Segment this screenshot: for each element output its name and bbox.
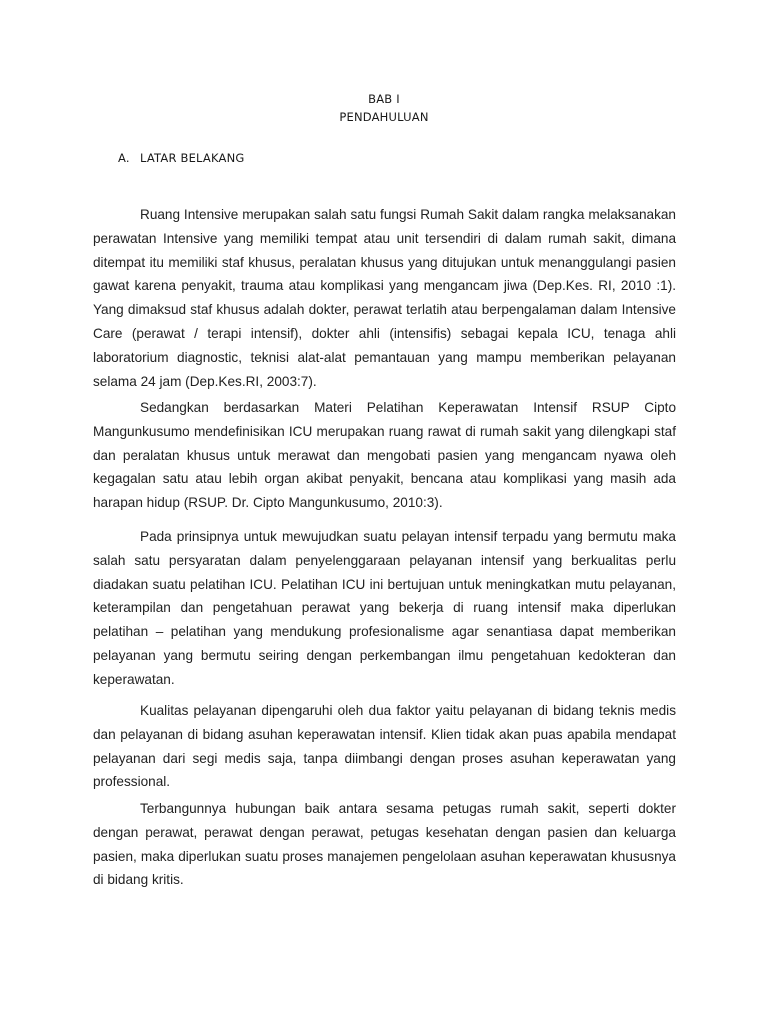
section-title: LATAR BELAKANG	[140, 151, 245, 165]
paragraph: Sedangkan berdasarkan Materi Pelatihan Keperawatan Intensif RSUP Cipto Mangunkusumo mendefinisikan ICU merupakan ruang rawat di rumah sakit yang dilengkapi staf dan peralatan khusus untuk merawat dan mengobati pasien yang mengancam nyawa oleh kegagalan satu atau lebih organ akibat penyakit, bencana atau komplikasi yang masih ada harapan hidup (RSUP. Dr. Cipto Mangunkusumo, 2010:3).	[93, 400, 676, 511]
paragraph: Kualitas pelayanan dipengaruhi oleh dua faktor yaitu pelayanan di bidang teknis medis dan pelayanan di bidang asuhan keperawatan intensif. Klien tidak akan puas apabila mendapat pelayanan dari segi medis saja, tanpa diimbangi dengan proses asuhan keperawatan yang professional.	[93, 703, 676, 790]
section-heading	[118, 149, 245, 167]
paragraph: Pada prinsipnya untuk mewujudkan suatu pelayan intensif terpadu yang bermutu maka salah satu persyaratan dalam penyelenggaraan pelayanan intensif yang berkualitas perlu diadakan suatu pelatihan ICU. Pelatihan ICU ini bertujuan untuk meningkatkan mutu pelayanan, keterampilan dan pengetahuan perawat yang bekerja di ruang intensif maka diperlukan pelatihan – pelatihan yang mendukung profesionalisme agar senantiasa dapat memberikan pelayanan yang bermutu seiring dengan perkembangan ilmu pengetahuan kedokteran dan keperawatan.	[93, 529, 676, 687]
section-marker: A.	[118, 151, 130, 165]
paragraph: Terbangunnya hubungan baik antara sesama petugas rumah sakit, seperti dokter dengan perawat, perawat dengan perawat, petugas kesehatan dengan pasien dan keluarga pasien, maka diperlukan suatu proses manajemen pengelolaan asuhan keperawatan khususnya di bidang kritis.	[93, 801, 676, 888]
paragraph: Ruang Intensive merupakan salah satu fungsi Rumah Sakit dalam rangka melaksanakan perawatan Intensive yang memiliki tempat atau unit tersendiri di dalam rumah sakit, dimana ditempat itu memiliki staf khusus, peralatan khusus yang ditujukan untuk menanggulangi pasien gawat karena penyakit, trauma atau komplikasi yang mengancam jiwa (Dep.Kes. RI, 2010 :1). Yang dimaksud staf khusus adalah dokter, perawat terlatih atau berpengalaman dalam Intensive Care (perawat / terapi intensif), dokter ahli (intensifis) sebagai kepala ICU, tenaga ahli laboratorium diagnostic, teknisi alat-alat pemantauan yang mampu memberikan pelayanan selama 24 jam (Dep.Kes.RI, 2003:7).	[93, 207, 676, 389]
chapter-number: BAB I	[368, 92, 400, 106]
chapter-title: PENDAHULUAN	[339, 110, 429, 124]
